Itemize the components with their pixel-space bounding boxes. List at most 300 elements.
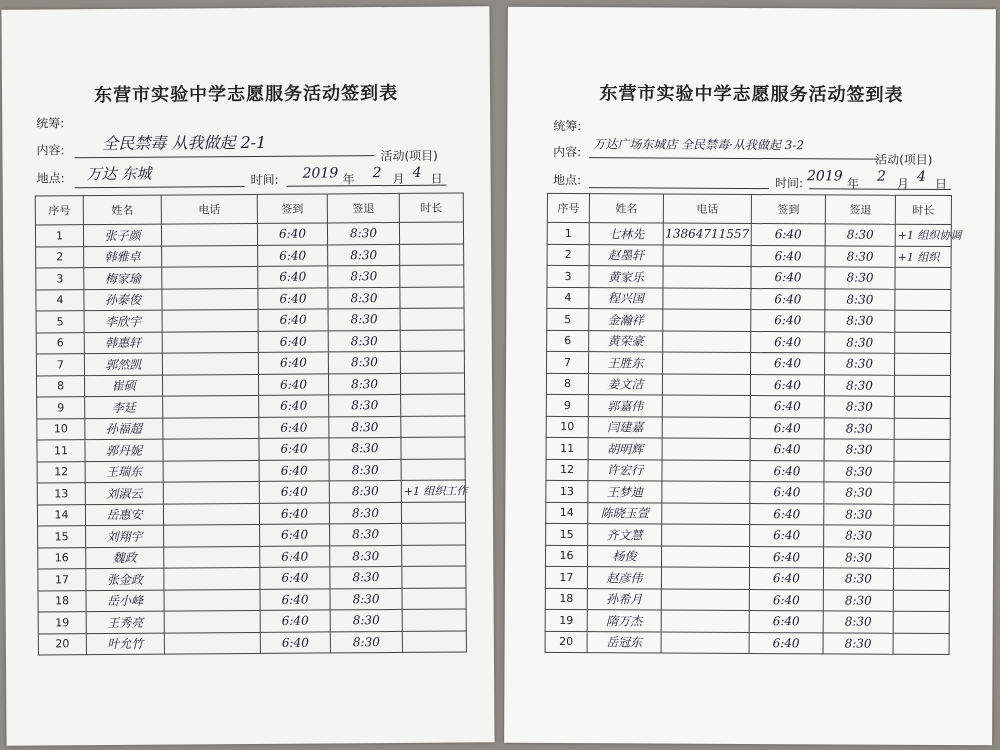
row-number: 7 [547, 351, 589, 373]
volunteer-name: 王梦迪 [588, 481, 662, 503]
signin-time: 6:40 [750, 503, 824, 525]
duration-note [894, 418, 950, 440]
duration-note [402, 587, 466, 609]
row-number: 18 [38, 590, 86, 612]
table-row [546, 373, 950, 397]
table-row [547, 287, 951, 311]
header-no: 序号 [547, 193, 589, 222]
row-number: 3 [547, 265, 589, 287]
signout-time: 8:30 [328, 308, 400, 330]
phone-number [663, 288, 751, 310]
signin-time: 6:40 [260, 524, 330, 546]
row-number: 2 [547, 244, 589, 266]
volunteer-name: 韩雅卓 [84, 246, 162, 268]
signin-time: 6:40 [750, 374, 824, 396]
date-month: 2 [372, 165, 382, 182]
duration-note: +1 组织 [895, 246, 951, 268]
duration-note [894, 482, 950, 504]
table-row [546, 480, 950, 504]
table-row [38, 523, 466, 547]
duration-note: +1 组织协调 [895, 224, 951, 246]
signout-time: 8:30 [825, 267, 895, 289]
phone-number [161, 223, 257, 245]
volunteer-name: 孙泰俊 [84, 289, 162, 311]
duration-note [893, 547, 949, 569]
volunteer-name: 岳小峰 [86, 590, 164, 612]
signin-time: 6:40 [750, 417, 824, 439]
table-row [38, 587, 466, 611]
phone-number [162, 331, 258, 353]
phone-number [663, 309, 751, 331]
signin-time: 6:40 [259, 502, 329, 524]
row-number: 18 [545, 588, 587, 610]
phone-number [663, 331, 751, 353]
table-row [546, 459, 950, 483]
volunteer-name: 隋万杰 [587, 610, 661, 632]
table-row [547, 330, 951, 354]
signin-time: 6:40 [750, 460, 824, 482]
time-underline [287, 185, 447, 187]
signout-time: 8:30 [328, 244, 400, 266]
phone-number [662, 438, 750, 460]
signin-time: 6:40 [258, 244, 328, 266]
table-row [36, 243, 464, 267]
duration-note [893, 568, 949, 590]
signout-time: 8:30 [329, 480, 401, 502]
signin-time: 6:40 [260, 567, 330, 589]
volunteer-name: 王胜东 [589, 352, 663, 374]
signout-time: 8:30 [329, 416, 401, 438]
duration-note [402, 544, 466, 566]
phone-number [663, 245, 751, 267]
signin-time: 6:40 [258, 330, 328, 352]
signin-time: 6:40 [749, 546, 823, 568]
table-row [38, 630, 466, 654]
signout-time: 8:30 [825, 331, 895, 353]
duration-note [895, 289, 951, 311]
row-number: 11 [546, 437, 588, 459]
phone-number [663, 266, 751, 288]
phone-number [662, 503, 750, 525]
signout-time: 8:30 [824, 503, 894, 525]
volunteer-name: 孙福超 [85, 418, 163, 440]
row-number: 15 [38, 526, 86, 548]
phone-number [661, 567, 749, 589]
volunteer-name: 赵彦伟 [587, 567, 661, 589]
row-number: 19 [545, 609, 587, 631]
signout-time: 8:30 [824, 417, 894, 439]
volunteer-name: 程兴国 [589, 287, 663, 309]
table-body [545, 222, 962, 654]
table-row [545, 631, 949, 655]
date-year: 2019 [807, 168, 843, 185]
signin-time: 6:40 [750, 482, 824, 504]
phone-number [163, 481, 259, 503]
content-underline [74, 155, 374, 158]
table-row [545, 609, 949, 633]
table-body [35, 222, 466, 655]
volunteer-name: 黄家乐 [589, 266, 663, 288]
volunteer-name: 陈晓玉萱 [588, 502, 662, 524]
signout-time: 8:30 [824, 396, 894, 418]
signin-time: 6:40 [259, 438, 329, 460]
volunteer-name: 七林先 [589, 223, 663, 245]
phone-number [163, 417, 259, 439]
phone-number [163, 503, 259, 525]
date-day-char: 日 [934, 176, 948, 192]
signin-sheet-right [504, 7, 996, 746]
phone-number [162, 266, 258, 288]
table-row [547, 222, 951, 246]
signin-time: 6:40 [751, 288, 825, 310]
signin-time: 6:40 [751, 224, 825, 246]
row-number: 6 [36, 332, 84, 354]
volunteer-name: 张金政 [86, 568, 164, 590]
signout-time: 8:30 [825, 288, 895, 310]
header-no: 序号 [35, 196, 83, 225]
signin-time: 6:40 [749, 632, 823, 654]
volunteer-name: 梅家瑜 [84, 267, 162, 289]
time-underline [809, 188, 951, 190]
signin-time: 6:40 [751, 310, 825, 332]
signin-time: 6:40 [259, 395, 329, 417]
header-signout: 签退 [327, 193, 399, 223]
header-signout: 签退 [825, 195, 895, 224]
duration-note [402, 609, 466, 631]
table-row [37, 501, 465, 525]
row-number: 20 [545, 631, 587, 653]
signout-time: 8:30 [328, 373, 400, 395]
duration-note [401, 394, 465, 416]
table-row [36, 308, 464, 332]
volunteer-name: 张子颜 [83, 224, 161, 246]
table-row [37, 458, 465, 482]
signout-time: 8:30 [329, 437, 401, 459]
date-year: 2019 [302, 165, 339, 182]
duration-note [402, 566, 466, 588]
row-number: 3 [36, 268, 84, 290]
phone-number [164, 589, 260, 611]
place-value: 万达 东城 [86, 164, 152, 184]
signout-time: 8:30 [823, 589, 893, 611]
signout-time: 8:30 [328, 287, 400, 309]
row-number: 16 [38, 547, 86, 569]
phone-number [162, 288, 258, 310]
signin-time: 6:40 [259, 459, 329, 481]
volunteer-name: 许宏行 [588, 459, 662, 481]
duration-note [895, 353, 951, 375]
row-number: 5 [547, 308, 589, 330]
table-row [36, 372, 464, 396]
duration-note [894, 525, 950, 547]
table-row [36, 265, 464, 289]
signin-time: 6:40 [260, 610, 330, 632]
signout-time: 8:30 [330, 588, 402, 610]
signout-time: 8:30 [330, 545, 402, 567]
table-row [37, 437, 465, 461]
signin-time: 6:40 [259, 416, 329, 438]
signin-time: 6:40 [750, 525, 824, 547]
table-row [547, 351, 951, 375]
table-row [37, 394, 465, 418]
volunteer-name: 赵墨轩 [589, 244, 663, 266]
header-signin: 签到 [257, 194, 327, 223]
table-row [546, 437, 950, 461]
phone-number [661, 632, 749, 654]
signout-time: 8:30 [327, 222, 399, 244]
phone-number [662, 524, 750, 546]
duration-note [894, 504, 950, 526]
phone-number [164, 567, 260, 589]
phone-number [662, 395, 750, 417]
duration-note [893, 611, 949, 633]
signout-time: 8:30 [329, 459, 401, 481]
signout-time: 8:30 [823, 568, 893, 590]
phone-number [164, 524, 260, 546]
row-number: 13 [37, 483, 85, 505]
duration-note [895, 310, 951, 332]
signout-time: 8:30 [329, 502, 401, 524]
table-row [545, 566, 949, 590]
duration-note [894, 396, 950, 418]
time-label: 时间: [774, 176, 804, 191]
row-number: 11 [37, 440, 85, 462]
signout-time: 8:30 [824, 460, 894, 482]
signin-table [35, 192, 467, 655]
header-name: 姓名 [83, 195, 161, 225]
volunteer-name: 魏政 [86, 547, 164, 569]
duration-note [894, 461, 950, 483]
content-value: 万达广场东城店 全民禁毒·从我做起 3-2 [593, 137, 805, 153]
volunteer-name: 韩惠轩 [84, 332, 162, 354]
signout-time: 8:30 [330, 523, 402, 545]
duration-note [894, 375, 950, 397]
row-number: 4 [547, 287, 589, 309]
row-number: 10 [546, 416, 588, 438]
phone-number [661, 546, 749, 568]
table-row [547, 308, 951, 332]
phone-number [662, 417, 750, 439]
row-number: 17 [545, 566, 587, 588]
signout-time: 8:30 [824, 439, 894, 461]
signout-time: 8:30 [823, 546, 893, 568]
row-number: 12 [546, 459, 588, 481]
signin-time: 6:40 [258, 373, 328, 395]
duration-note [401, 437, 465, 459]
row-number: 13 [546, 480, 588, 502]
signout-time: 8:30 [824, 525, 894, 547]
signout-time: 8:30 [825, 353, 895, 375]
phone-number [164, 632, 260, 654]
volunteer-name: 姜文洁 [588, 373, 662, 395]
volunteer-name: 岳惠安 [85, 504, 163, 526]
table-row [35, 222, 463, 246]
row-number: 5 [36, 311, 84, 333]
signout-time: 8:30 [825, 245, 895, 267]
table-row [37, 415, 465, 439]
signin-table [545, 193, 962, 655]
table-row [547, 265, 951, 289]
row-number: 16 [546, 545, 588, 567]
date-month-char: 月 [392, 171, 405, 186]
row-number: 8 [546, 373, 588, 395]
signin-time: 6:40 [749, 568, 823, 590]
signin-time: 6:40 [751, 331, 825, 353]
phone-number [661, 610, 749, 632]
table-row [38, 609, 466, 633]
volunteer-name: 叶允竹 [86, 633, 164, 655]
time-label: 时间: [250, 172, 279, 187]
table-header-row [547, 193, 951, 224]
duration-note [402, 630, 466, 652]
duration-note [401, 501, 465, 523]
row-number: 1 [35, 225, 83, 247]
signout-time: 8:30 [823, 611, 893, 633]
phone-number [662, 481, 750, 503]
signin-time: 6:40 [260, 545, 330, 567]
signout-time: 8:30 [328, 265, 400, 287]
signin-time: 6:40 [751, 267, 825, 289]
date-day: 4 [412, 164, 422, 181]
volunteer-name: 黄荣豪 [589, 330, 663, 352]
phone-number [663, 352, 751, 374]
header-phone: 电话 [161, 194, 257, 224]
phone-number [162, 309, 258, 331]
date-day-char: 日 [430, 171, 443, 186]
volunteer-name: 刘淑云 [85, 482, 163, 504]
header-phone: 电话 [663, 194, 751, 223]
signin-time: 6:40 [749, 610, 823, 632]
duration-note [893, 633, 949, 655]
row-number: 14 [546, 502, 588, 524]
table-row [36, 286, 464, 310]
row-number: 14 [37, 504, 85, 526]
row-number: 10 [37, 418, 85, 440]
row-number: 2 [36, 246, 84, 268]
volunteer-name: 岳冠东 [587, 631, 661, 653]
duration-note [400, 351, 464, 373]
table-row [545, 588, 949, 612]
row-number: 4 [36, 289, 84, 311]
row-number: 15 [546, 523, 588, 545]
phone-number [162, 245, 258, 267]
volunteer-name: 闫建嘉 [588, 416, 662, 438]
signin-time: 6:40 [260, 588, 330, 610]
phone-number [163, 460, 259, 482]
table-row [36, 351, 464, 375]
row-number: 9 [546, 394, 588, 416]
duration-note [400, 265, 464, 287]
activity-label: 活动(项目) [380, 148, 438, 164]
volunteer-name: 崔硕 [84, 375, 162, 397]
volunteer-name: 胡明辉 [588, 438, 662, 460]
content-value: 全民禁毒 从我做起 2-1 [102, 132, 267, 154]
coordinator-label: 统筹: [553, 118, 582, 134]
volunteer-name: 郭然凯 [84, 353, 162, 375]
content-label: 内容: [36, 143, 65, 158]
volunteer-name: 刘翔宇 [86, 525, 164, 547]
signout-time: 8:30 [328, 330, 400, 352]
duration-note: +1 组织工作 [401, 480, 465, 502]
header-signin: 签到 [751, 195, 825, 224]
table-row [546, 394, 950, 418]
signin-time: 6:40 [258, 266, 328, 288]
volunteer-name: 王秀亮 [86, 611, 164, 633]
signin-time: 6:40 [257, 223, 327, 245]
phone-number [163, 395, 259, 417]
signin-time: 6:40 [750, 396, 824, 418]
signin-time: 6:40 [750, 439, 824, 461]
signin-time: 6:40 [258, 287, 328, 309]
phone-number: 13864711557 [663, 223, 751, 245]
signout-time: 8:30 [330, 631, 402, 653]
volunteer-name: 郭嘉伟 [588, 395, 662, 417]
row-number: 8 [36, 375, 84, 397]
duration-note [894, 439, 950, 461]
activity-label: 活动(项目) [875, 152, 933, 167]
signin-time: 6:40 [259, 481, 329, 503]
signin-time: 6:40 [749, 589, 823, 611]
signout-time: 8:30 [330, 566, 402, 588]
place-label: 地点: [36, 171, 65, 186]
duration-note [400, 329, 464, 351]
header-duration: 时长 [399, 193, 463, 222]
duration-note [399, 222, 463, 244]
volunteer-name: 齐文慧 [588, 524, 662, 546]
signin-time: 6:40 [258, 309, 328, 331]
duration-note [893, 590, 949, 612]
volunteer-name: 杨俊 [587, 545, 661, 567]
signin-time: 6:40 [260, 631, 330, 653]
place-underline [589, 187, 769, 189]
table-header-row [35, 193, 463, 225]
volunteer-name: 郭丹妮 [85, 439, 163, 461]
duration-note [400, 372, 464, 394]
row-number: 17 [38, 569, 86, 591]
place-underline [75, 186, 245, 188]
signout-time: 8:30 [823, 632, 893, 654]
volunteer-name: 金瀚祥 [589, 309, 663, 331]
table-row [38, 566, 466, 590]
signout-time: 8:30 [328, 351, 400, 373]
signin-time: 6:40 [751, 353, 825, 375]
content-underline [589, 157, 879, 160]
phone-number [662, 460, 750, 482]
phone-number [662, 374, 750, 396]
phone-number [661, 589, 749, 611]
phone-number [164, 546, 260, 568]
row-number: 12 [37, 461, 85, 483]
row-number: 7 [36, 354, 84, 376]
table-row [547, 244, 951, 268]
volunteer-name: 李廷 [85, 396, 163, 418]
duration-note [895, 267, 951, 289]
duration-note [402, 523, 466, 545]
header-name: 姓名 [589, 194, 663, 223]
table-row [546, 502, 950, 526]
signout-time: 8:30 [330, 609, 402, 631]
sheet-title: 东营市实验中学志愿服务活动签到表 [599, 83, 904, 106]
volunteer-name: 王瑞东 [85, 461, 163, 483]
volunteer-name: 李欣宇 [84, 310, 162, 332]
date-day: 4 [917, 168, 927, 185]
row-number: 19 [38, 612, 86, 634]
duration-note [401, 415, 465, 437]
signout-time: 8:30 [824, 374, 894, 396]
coordinator-label: 统筹: [36, 116, 65, 131]
table-row [546, 416, 950, 440]
phone-number [164, 610, 260, 632]
